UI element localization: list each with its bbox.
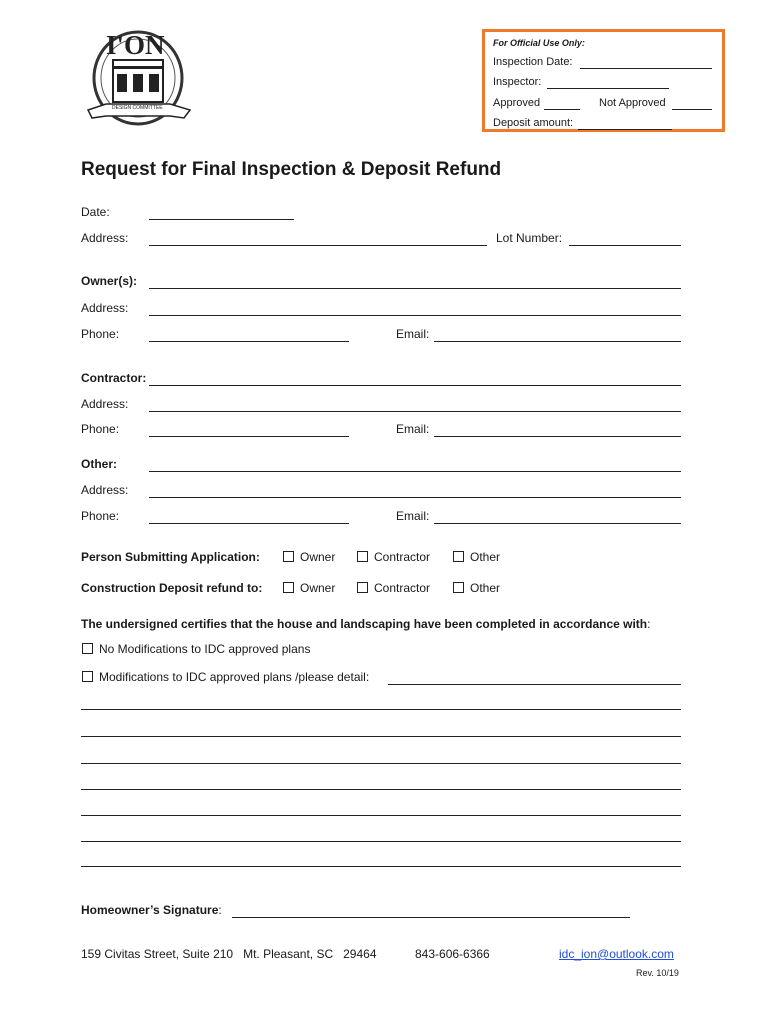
official-heading: For Official Use Only: bbox=[493, 38, 585, 48]
contractor-field[interactable] bbox=[149, 385, 681, 386]
signature-colon: : bbox=[218, 903, 222, 917]
checkbox-icon[interactable] bbox=[82, 671, 93, 682]
approved-label: Approved bbox=[493, 97, 541, 109]
checkbox-icon[interactable] bbox=[453, 551, 464, 562]
option-label: Other bbox=[470, 550, 501, 564]
contractor-email-label: Email: bbox=[396, 422, 430, 436]
option-label: Owner bbox=[300, 581, 336, 595]
inspector-field[interactable] bbox=[547, 88, 669, 89]
lot-number-label: Lot Number: bbox=[496, 231, 563, 245]
contractor-phone-label: Phone: bbox=[81, 422, 120, 436]
footer-address: 159 Civitas Street, Suite 210 Mt. Pleasant, SC 29464 bbox=[81, 947, 377, 961]
other-phone-label: Phone: bbox=[81, 509, 120, 523]
certify-statement bbox=[81, 617, 650, 631]
checkbox-icon[interactable] bbox=[283, 582, 294, 593]
option-label: Other bbox=[470, 581, 501, 595]
owner-address-field[interactable] bbox=[149, 315, 681, 316]
not-approved-field[interactable] bbox=[672, 109, 712, 110]
detail-line[interactable] bbox=[81, 815, 681, 816]
person-submitting-label: Person Submitting Application: bbox=[81, 550, 260, 564]
logo-brand: I'ON bbox=[106, 30, 165, 60]
detail-line[interactable] bbox=[81, 736, 681, 737]
other-field[interactable] bbox=[149, 471, 681, 472]
detail-line[interactable] bbox=[81, 841, 681, 842]
revision-label: Rev. 10/19 bbox=[636, 968, 679, 978]
option-label: Contractor bbox=[374, 581, 431, 595]
owner-email-label: Email: bbox=[396, 327, 430, 341]
detail-line[interactable] bbox=[81, 709, 681, 710]
other-address-label: Address: bbox=[81, 483, 129, 497]
checkbox-icon[interactable] bbox=[82, 643, 93, 654]
date-label: Date: bbox=[81, 205, 110, 219]
checkbox-icon[interactable] bbox=[283, 551, 294, 562]
inspector-label: Inspector: bbox=[493, 76, 542, 88]
deposit-refund-label: Construction Deposit refund to: bbox=[81, 581, 263, 595]
no-modifications-option[interactable] bbox=[82, 642, 310, 656]
address-label: Address: bbox=[81, 231, 129, 245]
owner-email-field[interactable] bbox=[434, 341, 681, 342]
not-approved-label: Not Approved bbox=[599, 97, 666, 109]
refund-option-owner[interactable] bbox=[283, 581, 335, 595]
certify-text: The undersigned certifies that the house and landscaping have been completed in accordance with bbox=[81, 617, 648, 631]
signature-field[interactable] bbox=[232, 917, 630, 918]
deposit-amount-field[interactable] bbox=[578, 129, 672, 130]
contractor-address-field[interactable] bbox=[149, 411, 681, 412]
footer-email-link[interactable]: idc_ion@outlook.com bbox=[559, 947, 674, 961]
certify-colon: : bbox=[647, 617, 651, 631]
ion-logo bbox=[84, 26, 194, 130]
detail-line[interactable] bbox=[81, 866, 681, 867]
page-title: Request for Final Inspection & Deposit Refund bbox=[81, 159, 502, 180]
contractor-label: Contractor: bbox=[81, 371, 147, 385]
option-label: Modifications to IDC approved plans /please detail: bbox=[99, 670, 370, 684]
signature-label bbox=[81, 903, 222, 917]
lot-number-field[interactable] bbox=[569, 245, 681, 246]
date-field[interactable] bbox=[149, 219, 294, 220]
signature-text: Homeowner’s Signature bbox=[81, 903, 219, 917]
other-phone-field[interactable] bbox=[149, 523, 349, 524]
modifications-option[interactable] bbox=[82, 670, 369, 684]
other-address-field[interactable] bbox=[149, 497, 681, 498]
other-email-label: Email: bbox=[396, 509, 430, 523]
contractor-phone-field[interactable] bbox=[149, 436, 349, 437]
owner-address-label: Address: bbox=[81, 301, 129, 315]
owner-phone-field[interactable] bbox=[149, 341, 349, 342]
logo-banner: DESIGN COMMITTEE bbox=[112, 105, 163, 111]
submitter-option-contractor[interactable] bbox=[357, 550, 430, 564]
footer-phone: 843-606-6366 bbox=[415, 947, 490, 961]
checkbox-icon[interactable] bbox=[357, 582, 368, 593]
other-label: Other: bbox=[81, 457, 117, 471]
submitter-option-other[interactable] bbox=[453, 550, 500, 564]
detail-line[interactable] bbox=[81, 789, 681, 790]
approved-field[interactable] bbox=[544, 109, 580, 110]
submitter-option-owner[interactable] bbox=[283, 550, 335, 564]
option-label: No Modifications to IDC approved plans bbox=[99, 642, 311, 656]
owners-field[interactable] bbox=[149, 288, 681, 289]
contractor-address-label: Address: bbox=[81, 397, 129, 411]
refund-option-contractor[interactable] bbox=[357, 581, 430, 595]
owners-label: Owner(s): bbox=[81, 274, 138, 288]
address-field[interactable] bbox=[149, 245, 487, 246]
deposit-amount-label: Deposit amount: bbox=[493, 117, 574, 129]
refund-option-other[interactable] bbox=[453, 581, 500, 595]
modifications-detail-field[interactable] bbox=[388, 684, 681, 685]
checkbox-icon[interactable] bbox=[357, 551, 368, 562]
inspection-date-field[interactable] bbox=[580, 68, 712, 69]
option-label: Contractor bbox=[374, 550, 431, 564]
owner-phone-label: Phone: bbox=[81, 327, 120, 341]
inspection-date-label: Inspection Date: bbox=[493, 56, 573, 68]
checkbox-icon[interactable] bbox=[453, 582, 464, 593]
option-label: Owner bbox=[300, 550, 336, 564]
other-email-field[interactable] bbox=[434, 523, 681, 524]
contractor-email-field[interactable] bbox=[434, 436, 681, 437]
detail-line[interactable] bbox=[81, 763, 681, 764]
